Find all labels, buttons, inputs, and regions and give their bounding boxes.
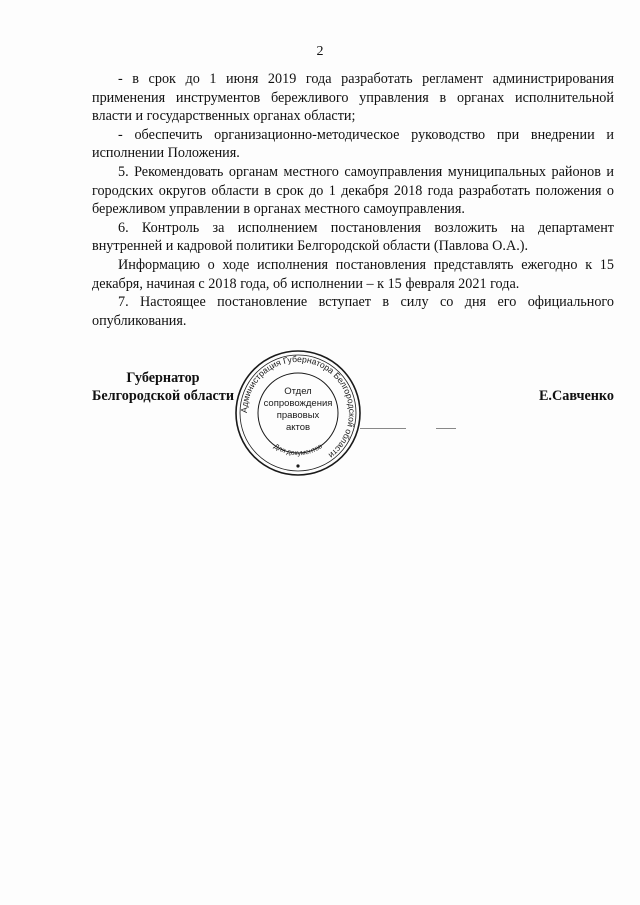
stamp-ring-text: Администрация Губернатора Белгородской области bbox=[238, 353, 358, 461]
stamp-inner-line: правовых bbox=[276, 410, 320, 421]
page-number: 2 bbox=[316, 44, 324, 59]
paragraph: 7. Настоящее постановление вступает в силу со дня его официального опубликования. bbox=[92, 294, 614, 329]
signatory-position-line: Губернатор bbox=[126, 370, 200, 386]
signatory-position-line: Белгородской области bbox=[92, 388, 234, 404]
paragraph: Информацию о ходе исполнения постановления представлять ежегодно к 15 декабря, начиная с 2018 года, об исполнении – к 15 февраля 2021 года. bbox=[92, 256, 614, 292]
stamp-star-icon bbox=[296, 464, 299, 467]
paragraph: - обеспечить организационно-методическое руководство при внедрении и исполнении Положения. bbox=[92, 126, 614, 162]
stamp-bottom-text: Для документов bbox=[272, 443, 324, 458]
stamp-seal bbox=[233, 348, 363, 478]
stamp-inner-line: актов bbox=[285, 422, 311, 433]
paragraph: 5. Рекомендовать органам местного самоуправления муниципальных районов и городских округов области в срок до 1 декабря 2018 года разработать положения о бережливом управлении в органах местного самоуправления. bbox=[92, 163, 614, 218]
stamp-inner-line: сопровождения bbox=[263, 398, 333, 409]
stamp-inner-line: Отдел bbox=[284, 386, 312, 397]
signature-stroke bbox=[360, 428, 406, 429]
document-body bbox=[92, 70, 614, 330]
signature-stroke bbox=[436, 428, 456, 429]
signatory-position bbox=[92, 369, 234, 405]
paragraph: - в срок до 1 июня 2019 года разработать регламент администрирования применения инструментов бережливого управления в органах исполнительной власти и государственных органах области; bbox=[92, 71, 614, 125]
official-stamp bbox=[233, 348, 363, 478]
signatory-name: Е.Савченко bbox=[538, 388, 614, 404]
paragraph: 6. Контроль за исполнением постановления возложить на департамент внутренней и кадровой политики Белгородской области (Павлова О.А.). bbox=[92, 219, 614, 255]
